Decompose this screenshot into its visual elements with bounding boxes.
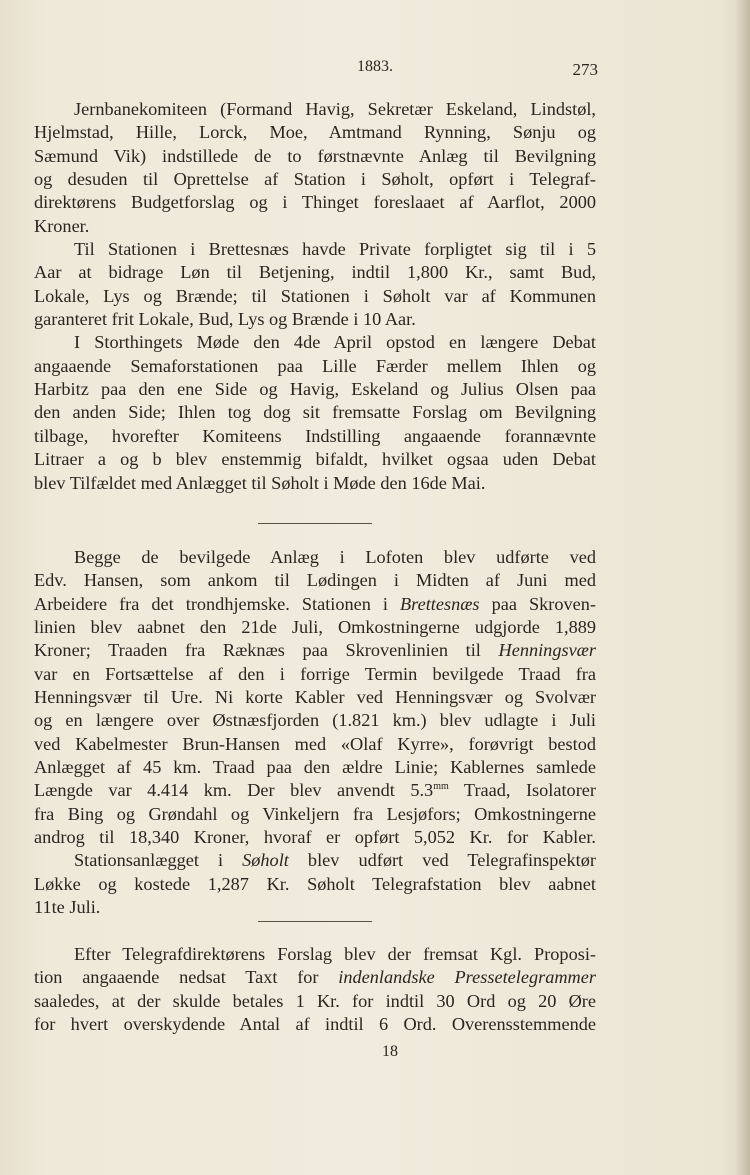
paragraph-section-3 [34,943,596,1036]
page-number: 273 [572,60,598,79]
text-line: og en længere over Østnæsfjorden (1.821 km.) blev udlagte i Juli [34,710,596,731]
text-line: 11te Juli. [34,897,101,918]
place-name-italic: Søholt [242,850,289,871]
text-line: Efter Telegrafdirektørens Forslag blev der fremsat Kgl. Proposi- [74,944,596,964]
text-line [34,966,596,989]
text-line: linien blev aabnet den 21de Juli, Omkostningerne udgjorde 1,889 [34,617,596,638]
text-span: Stationsanlægget i [74,850,224,871]
text-line: Litraer a og b blev enstemmig bifaldt, hvilket ogsaa uden Debat [34,449,596,470]
text-line: angaaende Semaforstationen paa Lille Færder mellem Ihlen og [34,355,596,376]
text-span: Længde var 4.414 km. Der blev anvendt 5.3 [34,780,434,801]
text-line: I Storthingets Møde den 4de April opstod en længere Debat [74,332,596,353]
text-line: Til Stationen i Brettesnæs havde Private forpligtet sig til i 5 [74,239,596,260]
text-line: Anlægget af 45 km. Traad paa den ældre Linie; Kablernes samlede [34,757,596,778]
text-line: for hvert overskydende Antal af indtil 6 Ord. Overensstemmende [34,1014,596,1035]
signature-mark: 18 [382,1043,398,1060]
text-line: direktørens Budgetforslag og i Thinget foreslaaet af Aarflot, 2000 [34,192,596,213]
text-line: Løkke og kostede 1,287 Kr. Søholt Telegrafstation blev aabnet [34,873,596,894]
place-name-italic: Brettesnæs [400,593,480,614]
text-line [34,779,596,802]
text-span: paa Skroven- [491,593,596,614]
text-line [34,639,596,662]
text-line: ved Kabelmester Brun-Hansen med «Olaf Kyrre», forøvrigt bestod [34,733,596,754]
text-line [34,593,596,616]
text-line: Kroner. [34,215,90,236]
text-line: Harbitz paa den ene Side og Havig, Eskeland og Julius Olsen paa [34,379,596,400]
paragraph-section-1 [34,98,596,495]
paragraph-section-2 [34,546,596,920]
text-span: tion angaaende nedsat Taxt for [34,967,319,988]
text-line: og desuden til Oprettelse af Station i Søholt, opført i Telegraf- [34,169,596,190]
text-line: androg til 18,340 Kroner, hvoraf er opført 5,052 Kr. for Kabler. [34,827,596,848]
section-divider [258,523,372,524]
text-span: Kroner; Traaden fra Ræknæs paa Skrovenlinien til [34,640,481,661]
text-line: var en Fortsættelse af den i forrige Termin bevilgede Traad fra [34,663,596,684]
text-line: blev Tilfældet med Anlægget til Søholt i Møde den 16de Mai. [34,472,486,493]
text-line: Henningsvær til Ure. Ni korte Kabler ved Henningsvær og Svolvær [34,687,596,708]
text-line: Edv. Hansen, som ankom til Lødingen i Midten af Juni med [34,570,596,591]
text-line: Lokale, Lys og Brænde; til Stationen i Søholt var af Kommunen [34,285,596,306]
text-line: Begge de bevilgede Anlæg i Lofoten blev udførte ved [74,547,596,567]
text-line: saaledes, at der skulde betales 1 Kr. for indtil 30 Ord og 20 Øre [34,990,596,1011]
header-year: 1883. [357,58,393,75]
text-line: fra Bing og Grøndahl og Vinkeljern fra Lesjøfors; Omkostningerne [34,803,596,824]
text-line: garanteret frit Lokale, Bud, Lys og Brænde i 10 Aar. [34,309,416,330]
page-edge-shadow [736,0,750,1175]
text-span: Arbeidere fra det trondhjemske. Stationen i [34,593,388,614]
unit-superscript: mm [433,781,449,793]
text-span: blev udført ved Telegrafinspektør [307,850,596,871]
text-line: tilbage, hvorefter Komiteens Indstilling angaaende forannævnte [34,425,596,446]
text-line: Sæmund Vik) indstillede de to førstnævnte Anlæg til Bevilgning [34,145,596,166]
page-header [0,58,750,82]
text-line: Jernbanekomiteen (Formand Havig, Sekretær Eskeland, Lindstøl, [74,99,596,119]
text-span: Traad, Isolatorer [463,780,596,801]
text-line: Hjelmstad, Hille, Lorck, Moe, Amtmand Rynning, Sønju og [34,122,596,143]
italic-term: indenlandske Pressetelegrammer [338,967,596,988]
text-line: den anden Side; Ihlen tog dog sit fremsatte Forslag om Bevilgning [34,402,596,423]
section-divider [258,921,372,922]
text-line: Aar at bidrage Løn til Betjening, indtil 1,800 Kr., samt Bud, [34,262,596,283]
text-line [34,849,596,872]
place-name-italic: Henningsvær [498,640,596,661]
